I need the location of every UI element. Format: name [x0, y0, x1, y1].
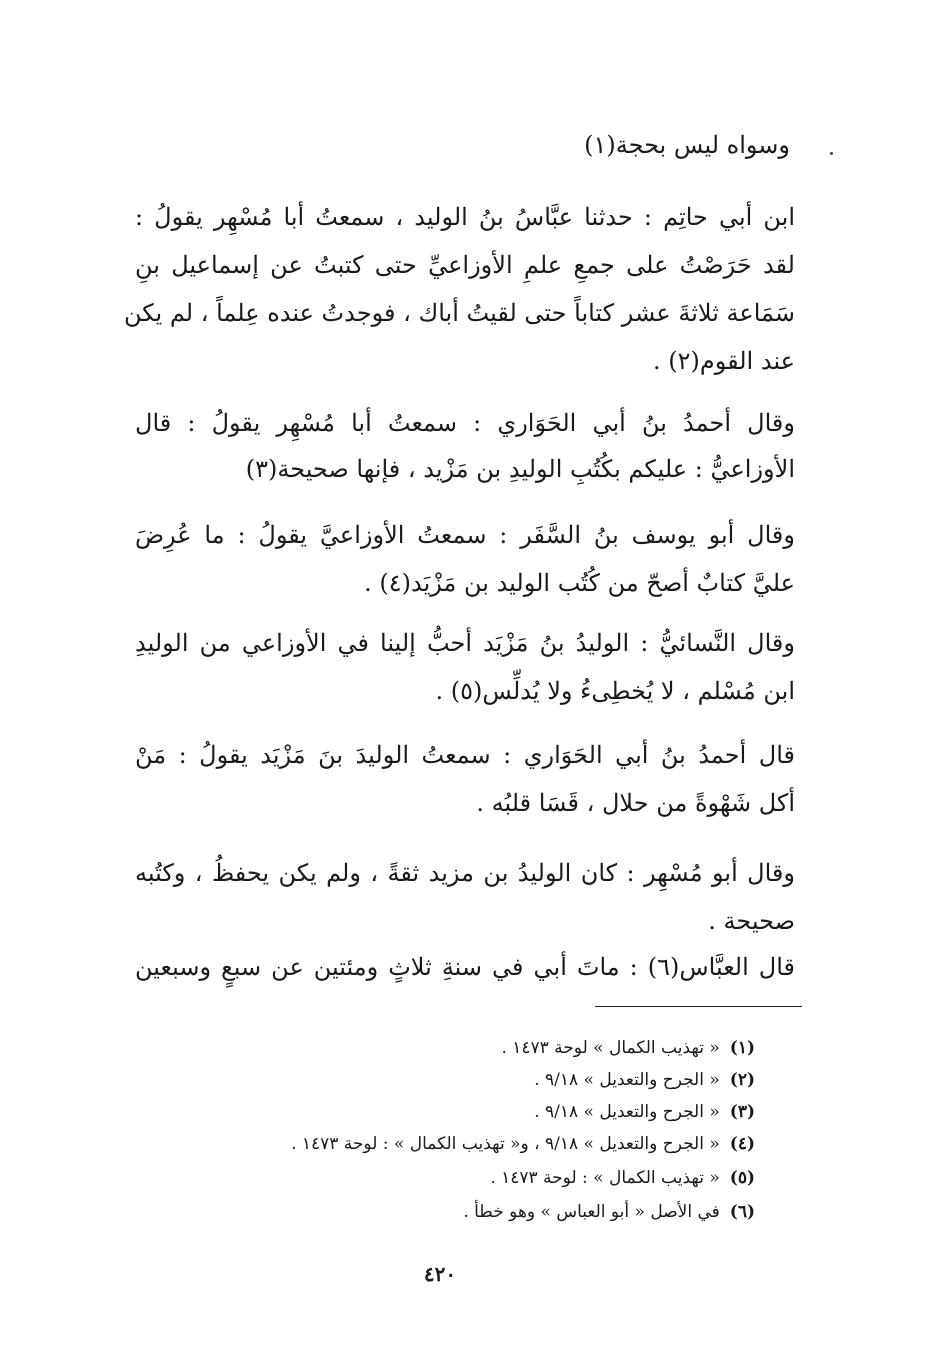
- text-line: وقال النَّسائيُّ : الوليدُ بنُ مَزْيَد أحبُّ إلينا في الأوزاعي من الوليدِ: [135, 629, 795, 657]
- text-line: صحيحة .: [708, 907, 795, 935]
- footnote-text: « الجرح والتعديل » ٩/١٨ .: [534, 1102, 720, 1122]
- text-line: قال العبَّاس(٦) : ماتَ أبي في سنةِ ثلاثٍ ومئتين عن سبعٍ وسبعين: [135, 953, 796, 981]
- text-line: لقد حَرَصْتُ على جمعِ علمِ الأوزاعيِّ حتى كتبتُ عن إسماعيل بنِ: [135, 251, 795, 279]
- footnote: [463, 1200, 755, 1224]
- text-line: وسواه ليس بحجة(١): [584, 131, 790, 159]
- footnote: [534, 1100, 755, 1124]
- text-line: وقال أبو مُسْهِر : كان الوليدُ بن مزيد ثقةً ، ولم يكن يحفظُ ، وكتُبه: [135, 859, 795, 887]
- footnote-number: (٥): [729, 1168, 755, 1188]
- footnote-text: « الجرح والتعديل » ٩/١٨ ، و« تهذيب الكمال » : لوحة ١٤٧٣ .: [291, 1134, 720, 1154]
- footnote: [490, 1166, 755, 1190]
- text-line: عند القوم(٢) .: [652, 347, 795, 375]
- text-line: ابن أبي حاتِم : حدثنا عبَّاسُ بنُ الوليد ، سمعتُ أبا مُسْهِر يقولُ :: [135, 203, 795, 231]
- page-number: ٤٢٠: [423, 1262, 457, 1286]
- footnote-text: في الأصل « أبو العباس » وهو خطأ .: [463, 1202, 720, 1222]
- footnote-text: « تهذيب الكمال » لوحة ١٤٧٣ .: [501, 1038, 720, 1058]
- text-line: وقال أبو يوسف بنُ السَّفَر : سمعتُ الأوزاعيَّ يقولُ : ما عُرِضَ: [135, 521, 795, 549]
- footnote-text: « تهذيب الكمال » : لوحة ١٤٧٣ .: [490, 1168, 720, 1188]
- footnote-number: (١): [729, 1038, 755, 1058]
- text-line: قال أحمدُ بنُ أبي الحَوَاري : سمعتُ الوليدَ بنَ مَزْيَد يقولُ : مَنْ: [135, 741, 795, 769]
- footnote: [501, 1036, 755, 1060]
- footnote-text: « الجرح والتعديل » ٩/١٨ .: [534, 1070, 720, 1090]
- footnote: [534, 1068, 755, 1092]
- text-line: الأوزاعيُّ : عليكم بكُتُبِ الوليدِ بن مَزْيد ، فإنها صحيحة(٣): [245, 455, 795, 483]
- footnote: [291, 1132, 755, 1156]
- footnote-number: (٤): [729, 1134, 755, 1154]
- footnote-number: (٣): [729, 1102, 755, 1122]
- footnote-separator: [595, 1006, 802, 1007]
- text-line: وقال أحمدُ بنُ أبي الحَوَاري : سمعتُ أبا مُسْهِر يقولُ : قال: [135, 409, 795, 437]
- text-line: سَمَاعة ثلاثةَ عشر كتاباً حتى لقيتُ أباك ، فوجدتُ عنده عِلماً ، لم يكن: [123, 299, 795, 327]
- text-line: ابن مُسْلم ، لا يُخطِىءُ ولا يُدلِّس(٥) .: [435, 677, 795, 705]
- footnote-number: (٢): [729, 1070, 755, 1090]
- text-line: عليَّ كتابٌ أصحّ من كُتُب الوليد بن مَزْيَد(٤) .: [364, 569, 795, 597]
- scan-speck: [830, 152, 833, 155]
- text-line: أكل شَهْوةً من حلال ، قَسَا قلبُه .: [476, 789, 795, 817]
- footnote-number: (٦): [729, 1202, 755, 1222]
